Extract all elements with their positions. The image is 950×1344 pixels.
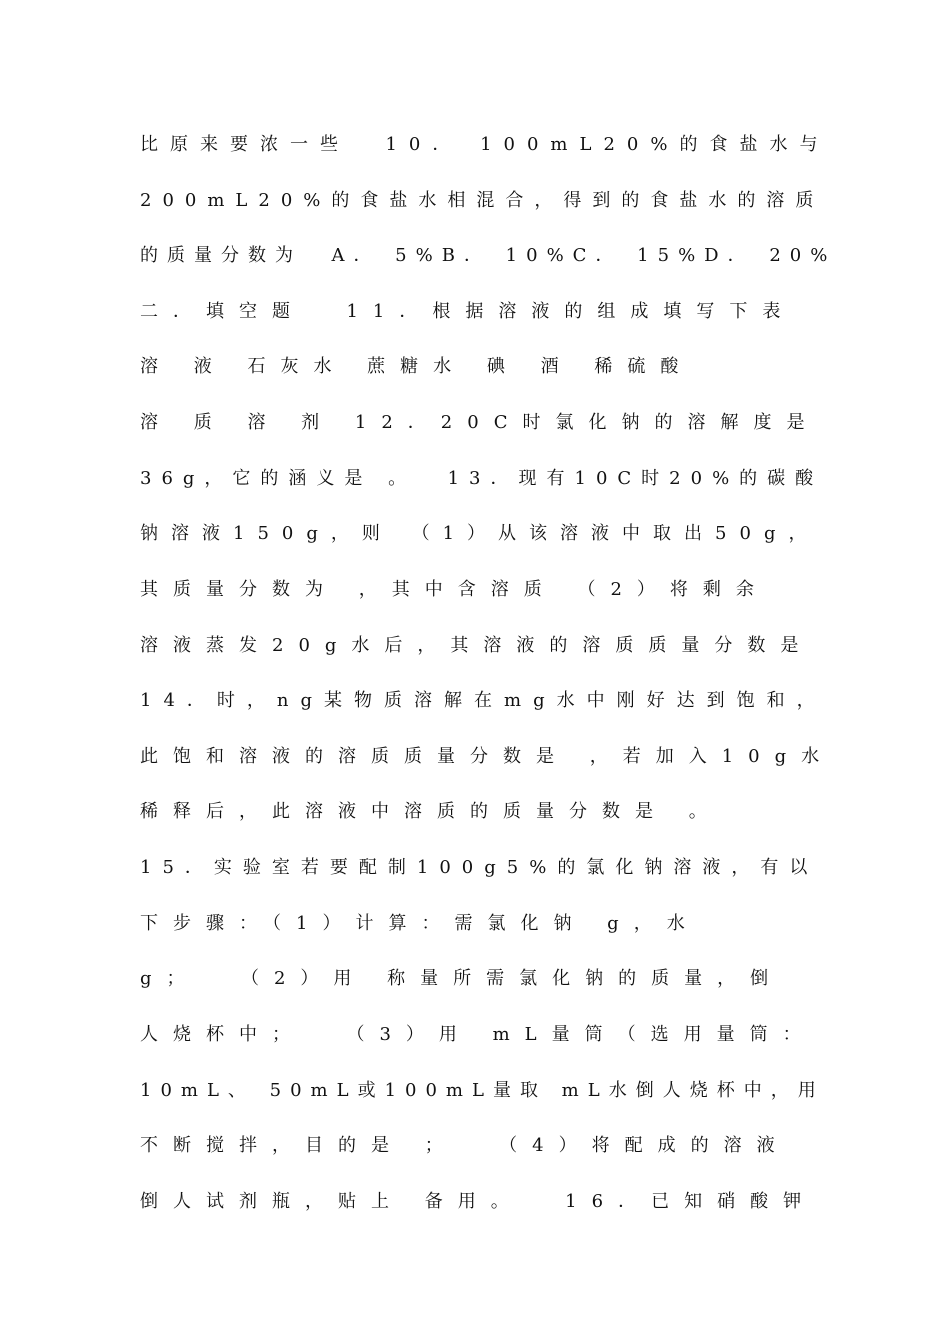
text-line: 溶液蒸发20g水后，其溶液的溶质质量分数是: [140, 635, 814, 656]
text-line: 溶 质 溶 剂 12．20C时氯化钠的溶解度是: [140, 412, 820, 433]
text-line: 其质量分数为 ，其中含溶质 （2）将剩余: [140, 579, 769, 600]
text-line: 此饱和溶液的溶质质量分数是 ，若加入10g水: [140, 746, 835, 767]
text-line: 稀释后，此溶液中溶质的质量分数是 。: [140, 801, 722, 822]
text-line: 溶 液 石灰水 蔗糖水 碘 酒 稀硫酸: [140, 356, 694, 377]
text-line: 36g，它的涵义是 。 13．现有10C时20%的碳酸: [140, 468, 824, 489]
text-line: 人烧杯中； （3）用 mL量筒（选用量筒：: [140, 1024, 816, 1045]
text-line: 钠溶液150g，则 （1）从该溶液中取出50g，: [140, 523, 820, 544]
text-line: 下步骤：（1）计算：需氯化钠 g，水: [140, 913, 700, 934]
text-line: 倒人试剂瓶，贴上 备用。 16．已知硝酸钾: [140, 1191, 817, 1212]
text-line: 15．实验室若要配制100g5%的氯化钠溶液，有以: [140, 857, 819, 878]
text-line: 200mL20%的食盐水相混合，得到的食盐水的溶质: [140, 190, 825, 211]
text-line: 比原来要浓一些 10． 100mL20%的食盐水与: [140, 134, 830, 155]
text-line: 不断搅拌，目的是 ； （4）将配成的溶液: [140, 1135, 790, 1156]
text-line: 的质量分数为 A． 5%B． 10%C． 15%D． 20%: [140, 245, 837, 266]
text-line: 10mL、 50mL或100mL量取 mL水倒人烧杯中，用: [140, 1080, 825, 1101]
text-line: 14．时，ng某物质溶解在mg水中刚好达到饱和，: [140, 690, 827, 711]
text-line: g； （2）用 称量所需氯化钠的质量，倒: [140, 968, 784, 989]
text-line: 二．填空题 11．根据溶液的组成填写下表: [140, 301, 796, 322]
